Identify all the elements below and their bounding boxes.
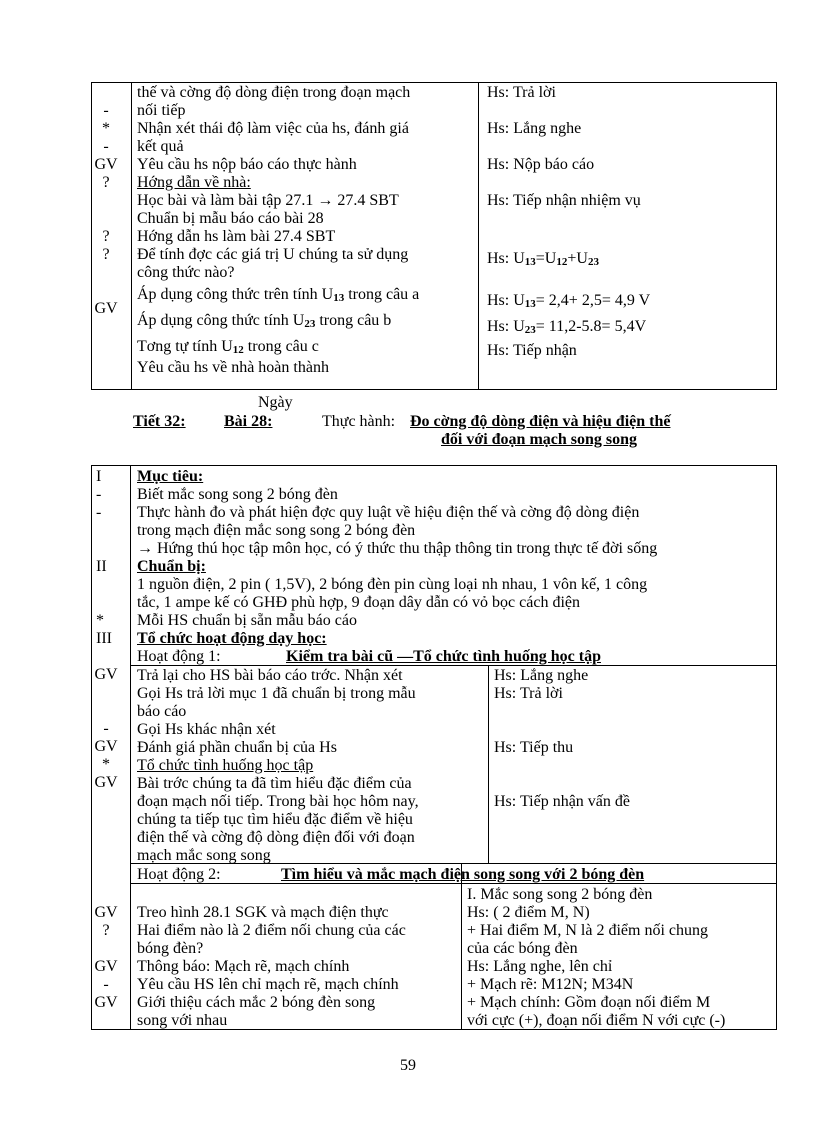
student-response: Hs: Lắng nghe, lên chỉ (467, 958, 613, 975)
marker: GV (94, 300, 118, 317)
student-response: Hs: Tiếp nhận (487, 342, 577, 359)
student-response: Hs: Tiếp thu (494, 739, 574, 756)
table-1-col-divider (131, 82, 132, 390)
text-line: Tổ chức tình huống học tập (137, 757, 314, 774)
lesson-label: Bài 28: (224, 413, 273, 430)
text-line: → Hứng thú học tập môn học, có ý thức thu thập thông tin trong thực tế đời sống (137, 540, 658, 557)
student-response: Hs: $U_{23}= 11,2-5.8= 5,4V$ (487, 318, 647, 336)
practice-label: Thực hành: (322, 413, 396, 430)
text-line: nối tiếp (137, 102, 186, 119)
text-line: Hớng dẫn hs làm bài 27.4 SBT (137, 228, 336, 245)
student-response: Hs: Trả lời (487, 84, 556, 101)
text-line: Hai điểm nào là 2 điểm nối chung của các (137, 922, 406, 939)
text-line: Biết mắc song song 2 bóng đèn (137, 486, 338, 503)
marker: GV (94, 774, 118, 791)
marker: - (103, 720, 109, 737)
text-line: kết quả (137, 138, 184, 155)
marker: III (96, 630, 112, 647)
text-line: chúng ta tiếp tục tìm hiểu đặc điểm về hiệu (137, 811, 413, 828)
student-response: Hs: Trả lời (494, 685, 563, 702)
text-line: Yêu cầu hs nộp báo cáo thực hành (137, 156, 357, 173)
text-line: Áp dụng công thức tính $U_{23}$ trong câu b (137, 312, 392, 330)
arrow-right-icon: → (317, 192, 334, 209)
student-response: Hs: Lắng nghe (494, 667, 589, 684)
text-line: đoạn mạch nối tiếp. Trong bài học hôm nay, (137, 793, 419, 810)
marker: * (102, 756, 110, 773)
subsection-heading: I. Mắc song song 2 bóng đèn (467, 886, 653, 903)
marker: GV (94, 904, 118, 921)
section-heading-preparation: Chuẩn bị: (137, 558, 206, 575)
text-line: Trả lại cho HS bài báo cáo trớc. Nhận xét (137, 667, 403, 684)
student-response: + Hai điểm M, N là 2 điểm nối chung (467, 922, 708, 939)
marker: GV (94, 738, 118, 755)
text-line: mạch mắc song song (137, 847, 271, 864)
marker: GV (94, 666, 118, 683)
text-line: thế và cờng độ dòng điện trong đoạn mạch (137, 84, 411, 101)
student-response: Hs: Tiếp nhận nhiệm vụ (487, 192, 641, 209)
text-line: Để tính đợc các giá trị U chúng ta sử dụng (137, 246, 409, 263)
text-line: công thức nào? (137, 264, 235, 281)
lesson-title-cont: đối với đoạn mạch song song (441, 431, 638, 448)
marker: GV (94, 156, 118, 173)
text-line: song với nhau (137, 1012, 228, 1029)
student-response: với cực (+), đoạn nối điểm N với cực (-) (467, 1012, 726, 1029)
activity-1-title: Kiểm tra bài cũ —Tổ chức tình huống học tập (286, 648, 601, 665)
activity-1-col-divider (488, 665, 489, 863)
text-line: trong mạch điện mắc song song 2 bóng đèn (137, 522, 416, 539)
text-line: Đánh giá phần chuẩn bị của Hs (137, 739, 337, 756)
marker: ? (102, 228, 110, 245)
text-line: Giới thiệu cách mắc 2 bóng đèn song (137, 994, 376, 1011)
activity-1-label: Hoạt động 1: (137, 648, 221, 665)
student-response: Hs: $U_{13}=U_{12}+U_{23}$ (487, 250, 599, 268)
student-response: Hs: ( 2 điểm M, N) (467, 904, 590, 921)
text-line: Học bài và làm bài tập 27.1 → 27.4 SBT (137, 192, 399, 209)
arrow-right-icon: → (137, 540, 153, 557)
marker: - (103, 138, 109, 155)
activity-2-title: Tìm hiểu và mắc mạch điện song song với 2 bóng đèn (281, 866, 645, 883)
marker: GV (94, 958, 118, 975)
section-heading-activities: Tổ chức hoạt động dạy học: (137, 630, 327, 647)
table-2-col-divider (130, 465, 131, 1030)
text-line: Áp dụng công thức trên tính $U_{13}$ trong câu a (137, 286, 420, 304)
student-response: Hs: Tiếp nhận vấn đề (494, 793, 630, 810)
text-line: Treo hình 28.1 SGK và mạch điện thực (137, 904, 389, 921)
text-line: báo cáo (137, 703, 187, 720)
text-line: tắc, 1 ampe kế có GHĐ phù hợp, 9 đoạn dây dẫn có vỏ bọc cách điện (137, 594, 580, 611)
marker: - (96, 504, 102, 521)
marker: * (96, 612, 104, 629)
lesson-title: Đo cờng độ dòng điện và hiệu điện thế (410, 413, 671, 430)
text-line: Thực hành đo và phát hiện đợc quy luật về hiệu điện thế và cờng độ dòng điện (137, 504, 640, 521)
marker: - (103, 102, 109, 119)
marker: - (103, 976, 109, 993)
activity-2-col-divider (461, 863, 462, 1030)
student-response: + Mạch rẽ: M12N; M34N (467, 976, 634, 993)
student-response: của các bóng đèn (467, 940, 578, 957)
text-line: Gọi Hs trả lời mục 1 đã chuẩn bị trong mẫu (137, 685, 416, 702)
text-line: Chuẩn bị mẫu báo cáo bài 28 (137, 210, 324, 227)
text-line: Mỗi HS chuẩn bị sẵn mẫu báo cáo (137, 612, 357, 629)
marker: ? (102, 922, 110, 939)
homework-heading: Hớng dẫn về nhà: (137, 174, 251, 191)
text-line: Gọi Hs khác nhận xét (137, 721, 276, 738)
marker: ? (102, 246, 110, 263)
student-response: Hs: $U_{13}= 2,4+ 2,5= 4,9$ V (487, 292, 651, 310)
text-line: Thông báo: Mạch rẽ, mạch chính (137, 958, 350, 975)
student-response: Hs: Lắng nghe (487, 120, 582, 137)
student-response: + Mạch chính: Gồm đoạn nối điểm M (467, 994, 711, 1011)
text-line: Tơng tự tính $U_{12}$ trong câu c (137, 338, 319, 356)
marker: GV (94, 994, 118, 1011)
marker: ? (102, 174, 110, 191)
lesson-number: Tiết 32: (133, 413, 186, 430)
text-line: 1 nguồn điện, 2 pin ( 1,5V), 2 bóng đèn pin cùng loại nh nhau, 1 vôn kế, 1 công (137, 576, 648, 593)
table-1-col-divider-2 (478, 82, 479, 390)
text-line: Yêu cầu HS lên chỉ mạch rẽ, mạch chính (137, 976, 399, 993)
marker: II (96, 558, 107, 575)
text-line: Yêu cầu hs về nhà hoàn thành (137, 359, 329, 376)
text-line: Bài trớc chúng ta đã tìm hiểu đặc điểm của (137, 775, 412, 792)
page-number: 59 (400, 1057, 416, 1074)
activity-2-label: Hoạt động 2: (137, 866, 221, 883)
section-heading-objectives: Mục tiêu: (137, 468, 204, 485)
marker: * (102, 120, 110, 137)
text-line: điện thế và cờng độ dòng điện đối với đoạn (137, 829, 415, 846)
marker: - (96, 486, 102, 503)
text-line: bóng đèn? (137, 940, 204, 957)
marker: I (96, 468, 102, 485)
date-label: Ngày (258, 394, 293, 411)
text-line: Nhận xét thái độ làm việc của hs, đánh giá (137, 120, 409, 137)
student-response: Hs: Nộp báo cáo (487, 156, 595, 173)
